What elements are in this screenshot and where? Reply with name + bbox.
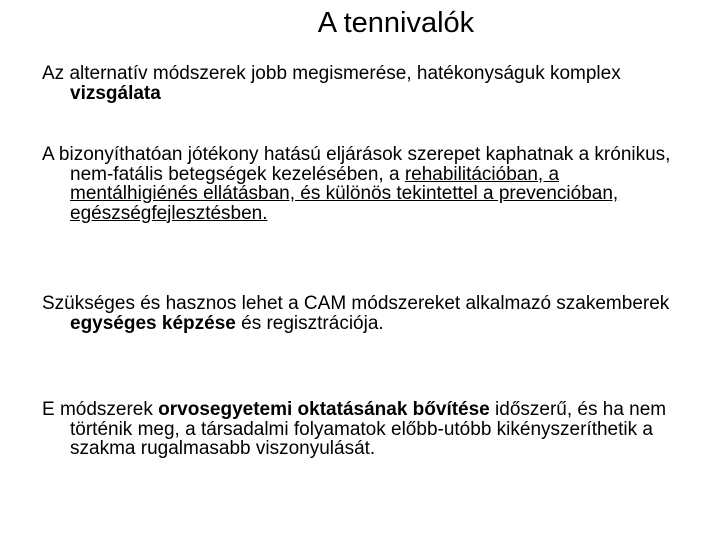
paragraph-3-bold: egységes képzése (70, 312, 236, 334)
paragraph-1 (42, 64, 682, 103)
paragraph-3 (42, 294, 682, 333)
paragraph-1-text: Az alternatív módszerek jobb megismerése, hatékonyságuk komplex (42, 63, 621, 84)
paragraph-1-bold: vizsgálata (70, 82, 161, 104)
slide-title: A tennivalók (317, 7, 475, 39)
paragraph-2-underlined: rehabilitációban, a mentálhigiénés ellátásban, és különös tekintettel a prevencióban, egészségfejlesztésben. (70, 163, 619, 224)
paragraph-2-text: A bizonyíthatóan jótékony hatású eljárások szerepet kaphatnak a krónikus, nem-fatális betegségek kezelésében, a (42, 144, 671, 185)
paragraph-4-text-end: időszerű, és ha nem történik meg, a társadalmi folyamatok előbb-utóbb kikényszeríthetik a szakma rugalmasabb viszonyulását. (70, 399, 667, 459)
paragraph-4 (42, 400, 682, 459)
paragraph-4-bold: orvosegyetemi oktatásának bővítése (158, 399, 490, 420)
paragraph-3-text-end: és regisztrációja. (235, 312, 384, 334)
paragraph-4-text: E módszerek (42, 399, 159, 420)
paragraph-2 (42, 145, 682, 223)
paragraph-3-text: Szükséges és hasznos lehet a CAM módszereket alkalmazó szakemberek (42, 293, 670, 314)
